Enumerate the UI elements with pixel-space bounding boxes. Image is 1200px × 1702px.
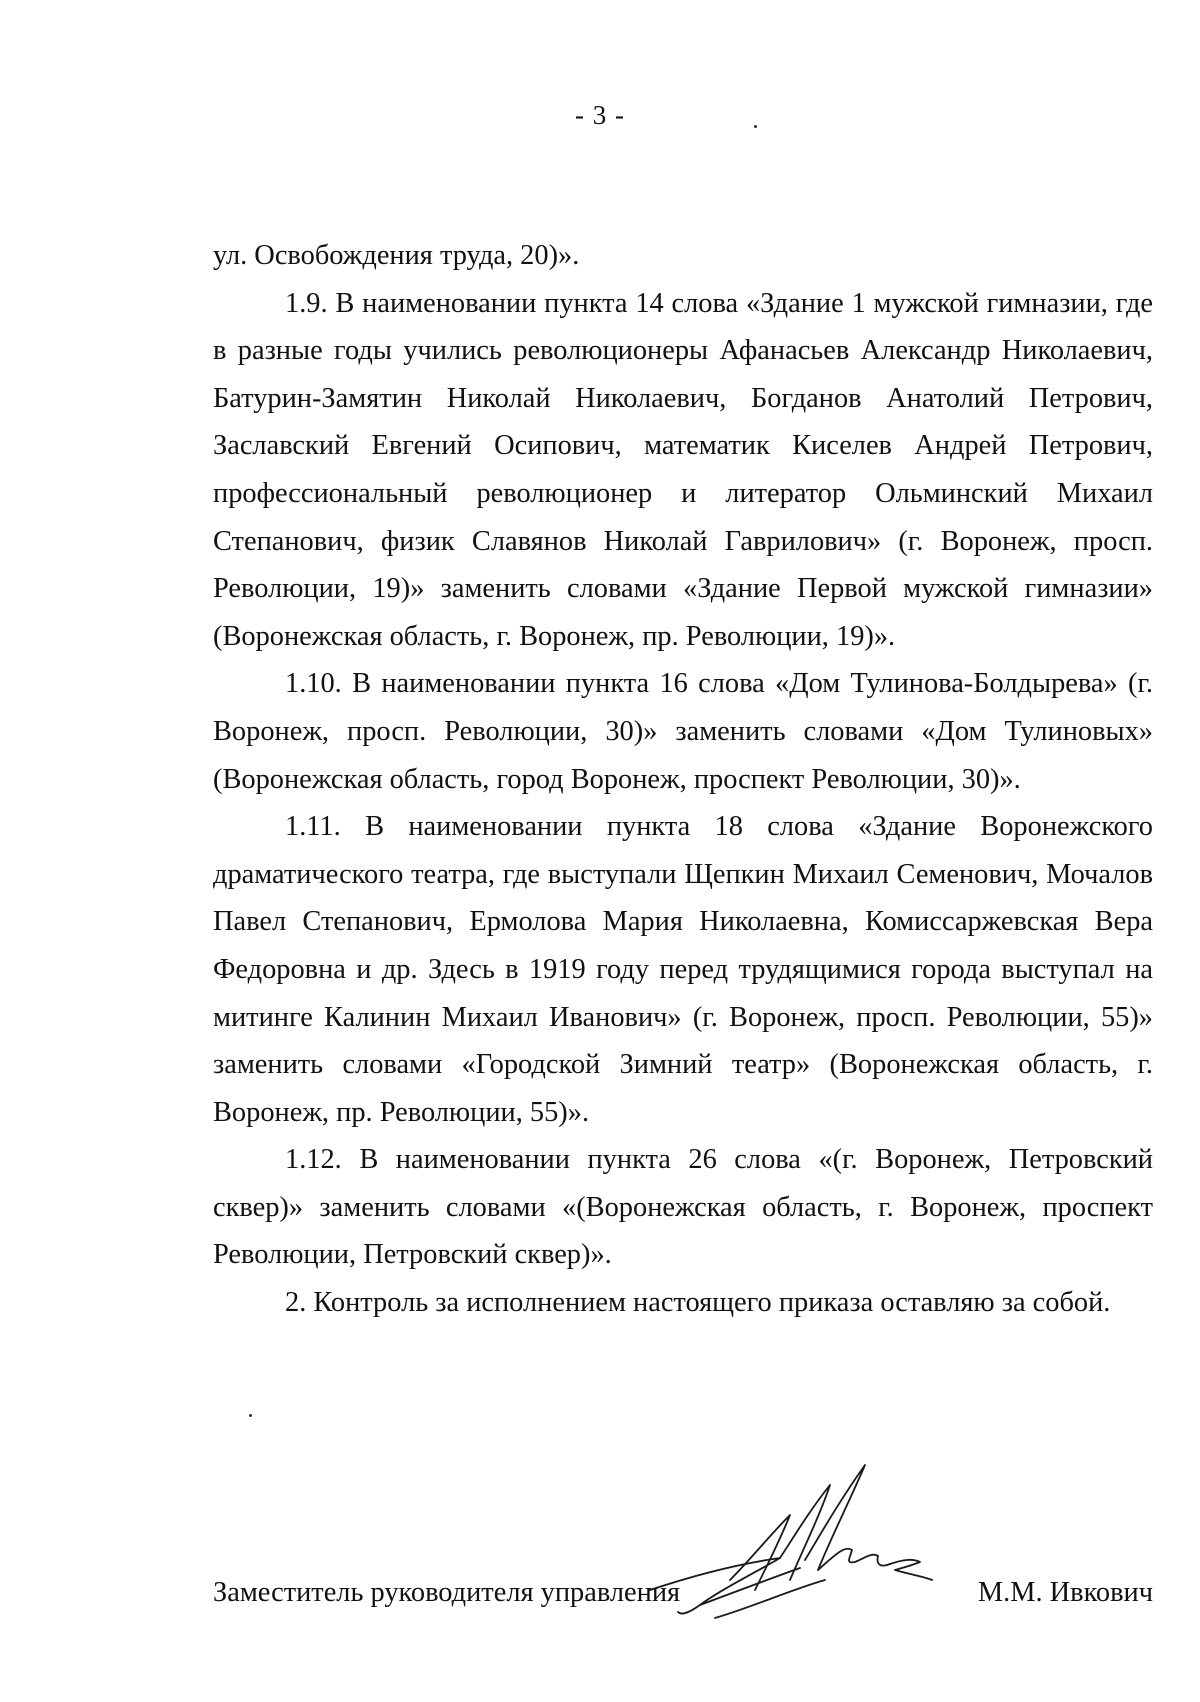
paragraph-1-11: 1.11. В наименовании пункта 18 слова «Здание Воронежского драматического театра, где выступали Щепкин Михаил Семенович, Мочалов Павел Степанович, Ермолова Мария Николаевна, Комиссаржевская Вера Федоровна и др. Здесь в 1919 году перед трудящимися города выступал на митинге Калинин Михаил Иванович» (г. Воронеж, просп. Революции, 55)» заменить словами «Городской Зимний театр» (Воронежская область, г. Воронеж, пр. Революции, 55)». — [213, 811, 1153, 1128]
paragraph-1-12: 1.12. В наименовании пункта 26 слова «(г. Воронеж, Петровский сквер)» заменить словами «(Воронежская область, г. Воронеж, проспект Революции, Петровский сквер)». — [213, 1144, 1153, 1271]
paragraph-1-9: 1.9. В наименовании пункта 14 слова «Здание 1 мужской гимназии, где в разные годы учились революционеры Афанасьев Александр Николаевич, Батурин-Замятин Николай Николаевич, Богданов Анатолий Петрович, Заславский Евгений Осипович, математик Киселев Андрей Петрович, профессиональный революционер и литератор Ольминский Михаил Степанович, физик Славянов Николай Гаврилович» (г. Воронеж, просп. Революции, 19)» заменить словами «Здание Первой мужской гимназии» (Воронежская область, г. Воронеж, пр. Революции, 19)». — [213, 287, 1153, 652]
paragraph-continuation: ул. Освобождения труда, 20)». — [213, 240, 580, 271]
paragraph-2-control: 2. Контроль за исполнением настоящего приказа оставляю за собой. — [285, 1287, 1111, 1319]
scan-speck — [249, 1414, 252, 1417]
paragraph-1-10: 1.10. В наименовании пункта 16 слова «Дом Тулинова-Болдырева» (г. Воронеж, просп. Революции, 30)» заменить словами «Дом Тулиновых» (Воронежская область, город Воронеж, проспект Революции, 30)». — [213, 668, 1153, 795]
scan-speck — [754, 125, 757, 128]
signatory-position: Заместитель руководителя управления — [213, 1577, 681, 1608]
handwritten-signature — [640, 1440, 960, 1640]
page-number: - 3 - — [575, 100, 625, 130]
signatory-name: М.М. Ивкович — [977, 1577, 1153, 1608]
document-body — [213, 232, 1153, 1327]
